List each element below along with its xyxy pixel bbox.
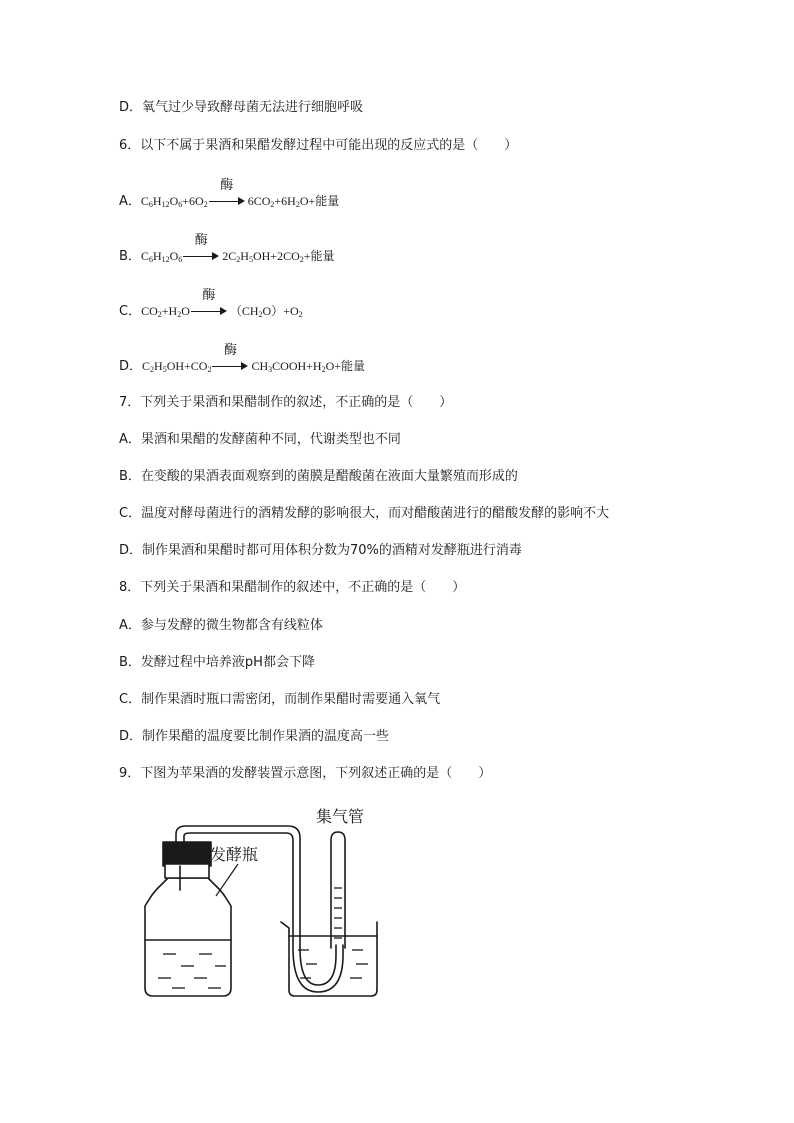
q5-option-d: D．氧气过少导致酵母菌无法进行细胞呼吸	[119, 100, 364, 115]
gas-collecting-tube	[331, 832, 345, 948]
reactants: $C_2H_5OH+CO_2$	[142, 359, 212, 374]
q9-stem: 9．下图为苹果酒的发酵装置示意图，下列叙述正确的是（ ）	[119, 766, 492, 781]
q7-option-a: A．果酒和果醋的发酵菌种不同，代谢类型也不同	[119, 432, 401, 447]
q7-option-c: C．温度对酵母菌进行的酒精发酵的影响很大，而对醋酸菌进行的醋酸发酵的影响不大	[119, 506, 610, 521]
q6-option-c	[119, 287, 303, 321]
tube-label: 集气管	[316, 807, 365, 826]
reactants: $CO_2+H_2O$	[141, 304, 190, 319]
beaker	[281, 922, 377, 996]
fermentation-bottle	[145, 878, 231, 996]
q6-option-a	[119, 177, 340, 211]
products: $6CO_2+6H_2O+$能量	[247, 194, 340, 209]
q8-option-b: B．发酵过程中培养液pH都会下降	[119, 655, 315, 670]
option-letter: D．	[119, 359, 143, 374]
q6-stem: 6．以下不属于果酒和果醋发酵过程中可能出现的反应式的是（ ）	[119, 138, 518, 153]
q6-option-b	[119, 232, 335, 266]
option-letter: B．	[119, 249, 141, 264]
q8-option-c: C．制作果酒时瓶口需密闭，而制作果醋时需要通入氧气	[119, 692, 441, 707]
bottle-label: 发酵瓶	[210, 845, 259, 864]
fermentation-apparatus-figure	[130, 800, 390, 1000]
reaction-arrow	[191, 287, 227, 318]
reaction-arrow	[183, 232, 219, 263]
q7-option-d: D．制作果酒和果醋时都可用体积分数为70%的酒精对发酵瓶进行消毒	[119, 543, 522, 558]
bottle-stopper	[163, 842, 211, 866]
reactants: $C_6H_{12}O_6+6O_2$	[140, 194, 208, 209]
q7-option-b: B．在变酸的果酒表面观察到的菌膜是醋酸菌在液面大量繁殖而形成的	[119, 469, 518, 484]
q8-option-d: D．制作果醋的温度要比制作果酒的温度高一些	[119, 729, 390, 744]
enzyme-label: 酶	[194, 232, 208, 248]
option-letter: A．	[119, 194, 141, 209]
option-letter: C．	[119, 304, 142, 319]
reaction-arrow	[209, 177, 245, 208]
q7-stem: 7．下列关于果酒和果醋制作的叙述，不正确的是（ ）	[119, 395, 453, 410]
q8-stem: 8．下列关于果酒和果醋制作的叙述中，不正确的是（ ）	[119, 580, 466, 595]
enzyme-label: 酶	[202, 287, 216, 303]
reaction-arrow	[212, 342, 248, 373]
enzyme-label: 酶	[223, 342, 237, 358]
q6-option-d	[119, 342, 366, 376]
q8-option-a: A．参与发酵的微生物都含有线粒体	[119, 618, 323, 633]
products: $2C_2H_5OH+2CO_2+$能量	[222, 249, 335, 264]
products: $CH_3COOH+H_2O+$能量	[251, 359, 366, 374]
products: $(CH_2O)+O_2$	[229, 304, 303, 319]
enzyme-label: 酶	[220, 177, 234, 193]
bottle-label-leader	[216, 864, 238, 896]
reactants: $C_6H_{12}O_6$	[140, 249, 183, 264]
